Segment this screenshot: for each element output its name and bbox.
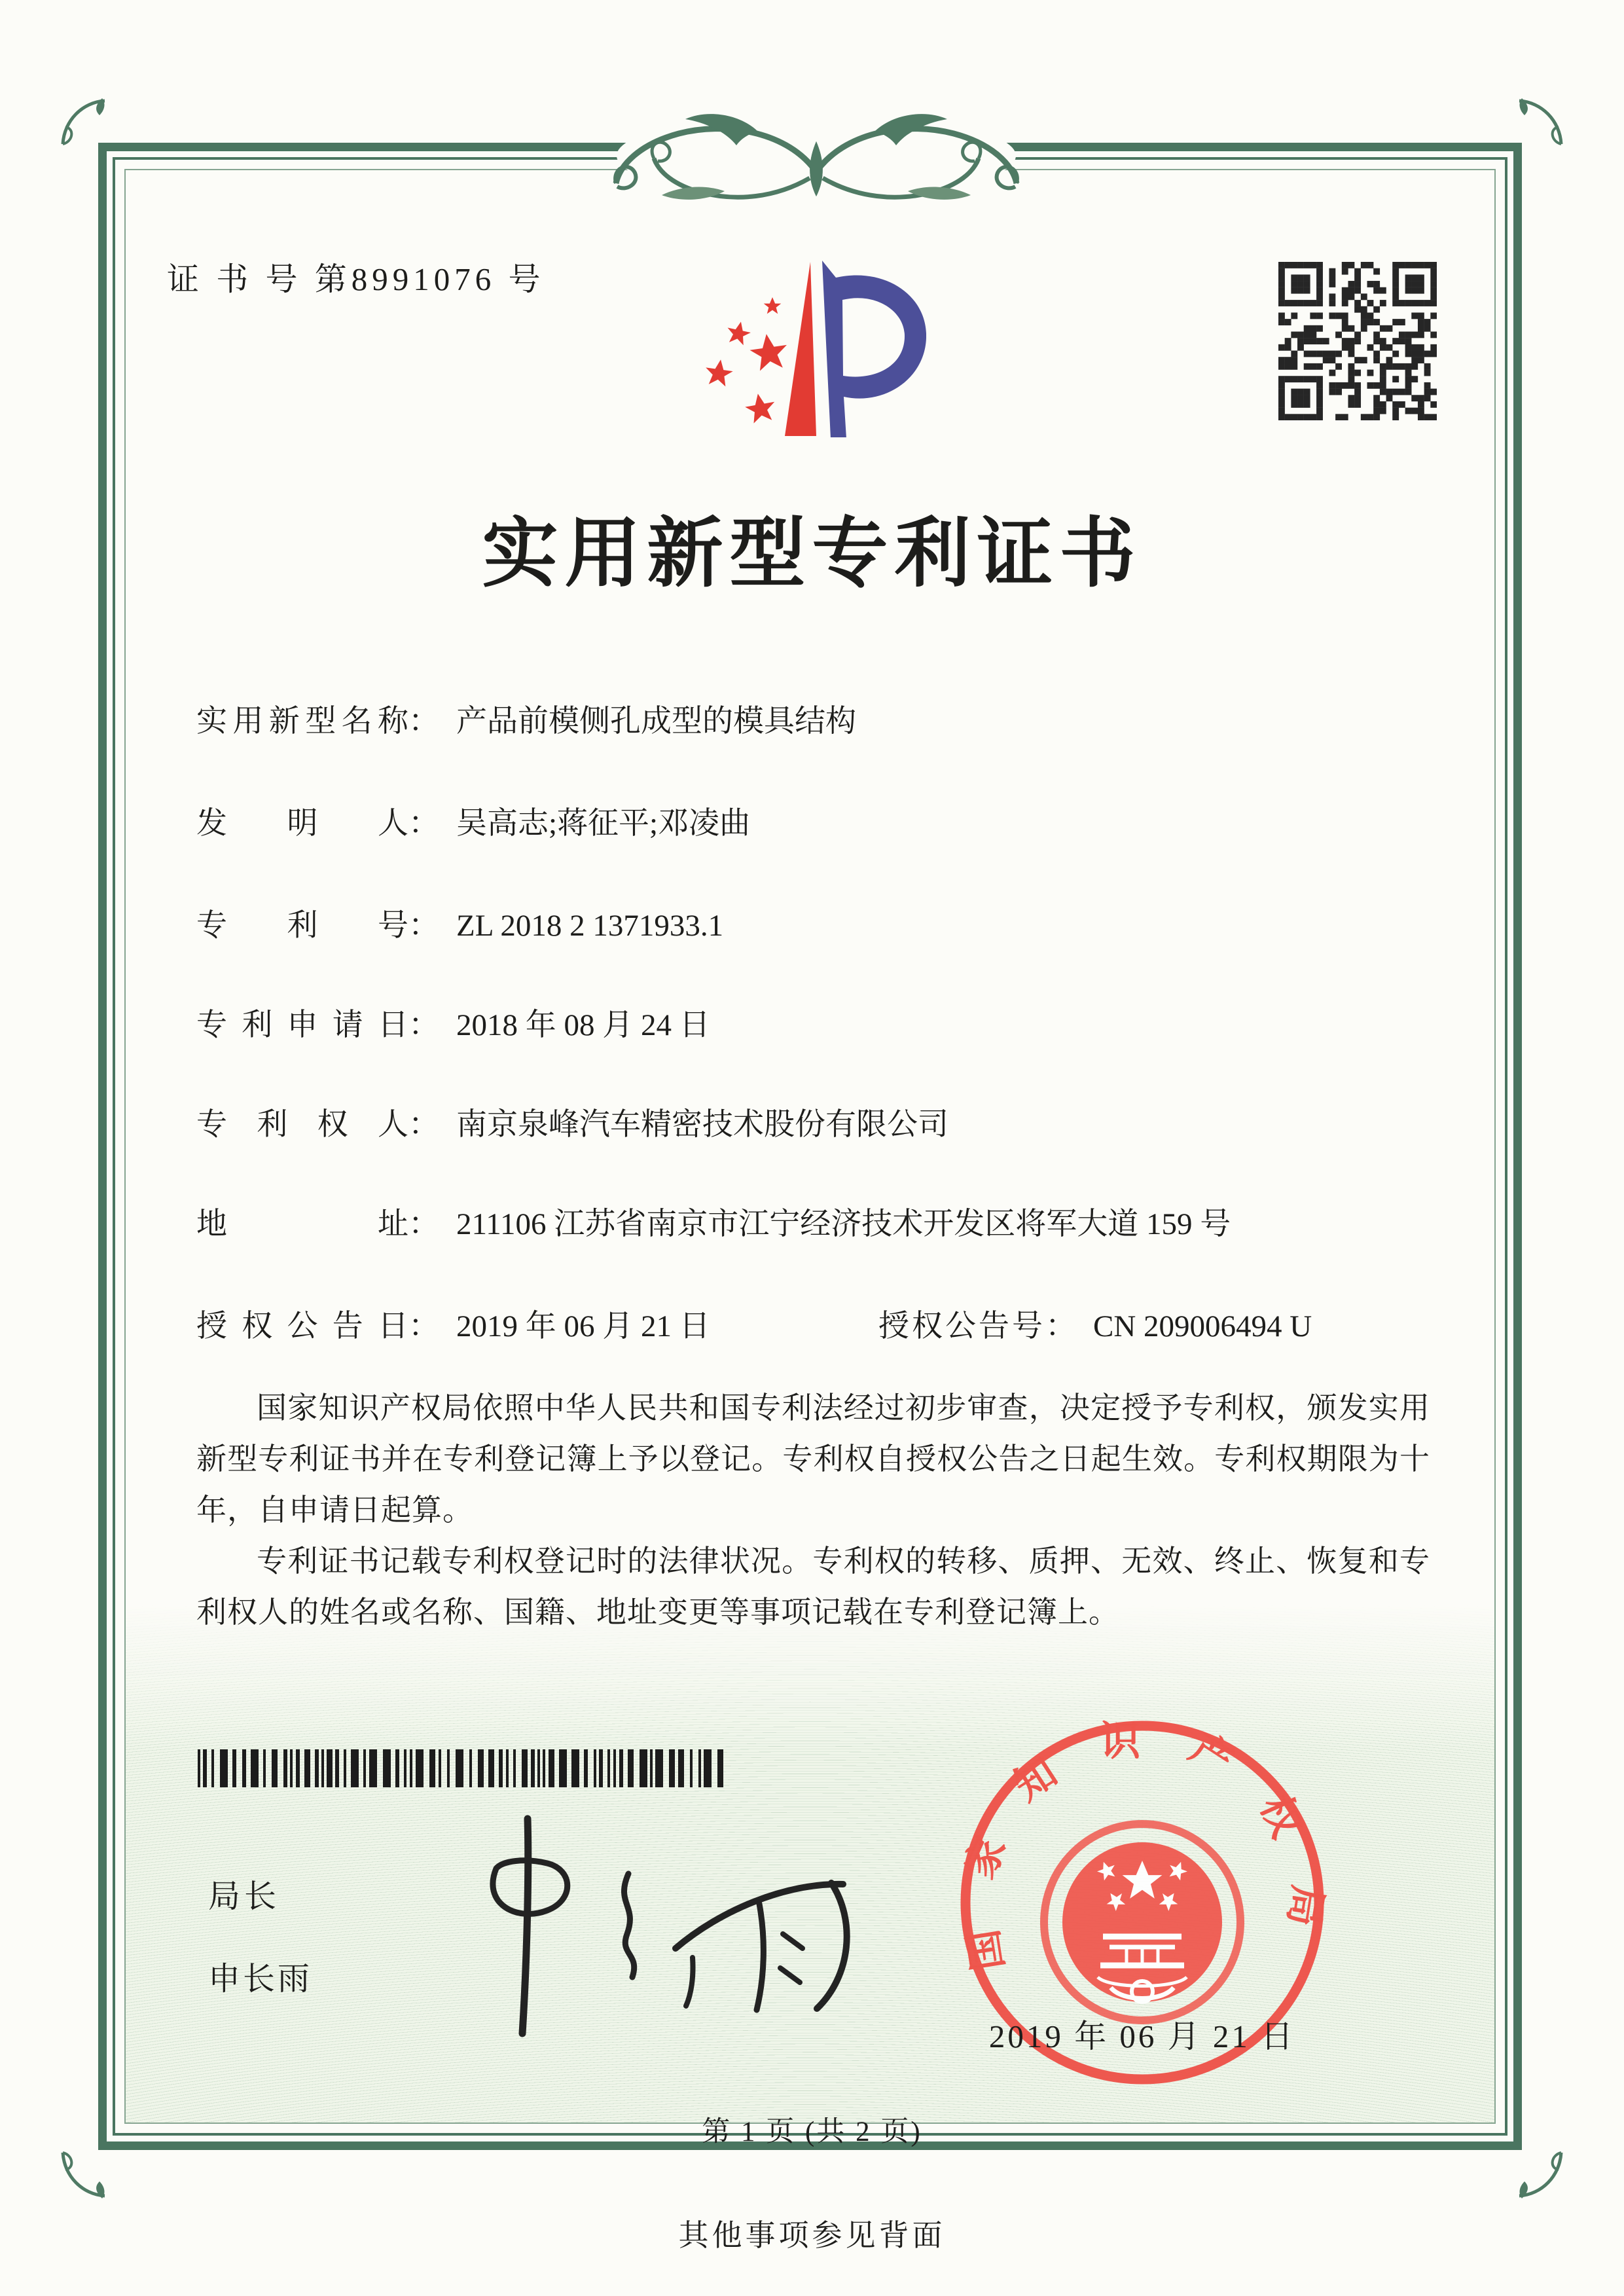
cnipa-logo-icon [645, 221, 926, 437]
green-scroll-ornament-icon [600, 105, 1032, 203]
corner-flourish-icon [1515, 96, 1568, 148]
field-value: CN 209006494 U [1093, 1309, 1312, 1343]
label-colon: ： [408, 1207, 439, 1241]
corner-flourish-icon [1515, 2149, 1568, 2201]
field-label: 地址 [196, 1207, 408, 1241]
qr-code-icon [1278, 262, 1437, 420]
field-label: 专利号 [196, 909, 408, 943]
field-row-patent-number [196, 906, 723, 945]
field-row-filing-date [196, 1006, 710, 1045]
field-row-grant-number [878, 1307, 1312, 1346]
director-name: 申长雨 [208, 1961, 313, 1997]
field-value: 2018 年 08 月 24 日 [456, 1008, 710, 1042]
field-label: 专利权人 [196, 1108, 408, 1142]
page-number: 第 1 页 (共 2 页) [702, 2117, 922, 2147]
field-label: 发明人 [196, 807, 408, 841]
field-row-inventors [196, 804, 750, 843]
back-side-note: 其他事项参见背面 [678, 2219, 946, 2252]
legal-paragraph: 专利证书记载专利权登记时的法律状况。专利权的转移、质押、无效、终止、恢复和专利权人的姓名或名称、国籍、地址变更等事项记载在专利登记簿上。 [196, 1544, 1430, 1629]
field-label: 专利申请日 [196, 1008, 408, 1042]
field-value: ZL 2018 2 1371933.1 [456, 909, 724, 943]
field-row-name [196, 702, 856, 741]
corner-flourish-icon [56, 2149, 109, 2201]
label-colon: ： [408, 1309, 439, 1343]
field-row-patentee [196, 1105, 948, 1144]
seal-date: 2019 年 06 月 21 日 [988, 2018, 1296, 2054]
page-title: 实用新型专利证书 [482, 513, 1142, 596]
director-signature-icon [419, 1806, 916, 2041]
label-colon: ： [408, 1008, 439, 1042]
corner-flourish-icon [56, 96, 109, 148]
field-value: 产品前模侧孔成型的模具结构 [456, 704, 856, 738]
label-colon: ： [408, 704, 439, 738]
barcode-icon [196, 1749, 727, 1787]
legal-paragraph: 国家知识产权局依照中华人民共和国专利法经过初步审查，决定授予专利权，颁发实用新型专利证书并在专利登记簿上予以登记。专利权自授权公告之日起生效。专利权期限为十年，自申请日起算。 [196, 1391, 1430, 1527]
label-colon: ： [408, 807, 439, 841]
label-colon: ： [408, 909, 439, 943]
label-colon: ： [408, 1108, 439, 1142]
label-colon: ： [1045, 1309, 1076, 1343]
field-value: 2019 年 06 月 21 日 [456, 1309, 710, 1343]
legal-text [196, 1383, 1430, 1638]
field-value: 南京泉峰汽车精密技术股份有限公司 [456, 1108, 948, 1142]
field-label: 授权公告日 [196, 1309, 408, 1343]
director-title: 局长 [208, 1878, 281, 1914]
field-value: 211106 江苏省南京市江宁经济技术开发区将军大道 159 号 [456, 1207, 1231, 1241]
certificate-number: 证 书 号 第8991076 号 [167, 261, 545, 297]
field-label: 实用新型名称 [196, 704, 408, 738]
field-label: 授权公告号 [878, 1309, 1045, 1343]
national-emblem-icon [1044, 1824, 1240, 2020]
field-row-grant-date [196, 1307, 710, 1346]
field-row-address [196, 1205, 1231, 1244]
field-value: 吴高志;蒋征平;邓凌曲 [456, 807, 751, 841]
seal-text: 国家知识产权局 [954, 1719, 1330, 1974]
